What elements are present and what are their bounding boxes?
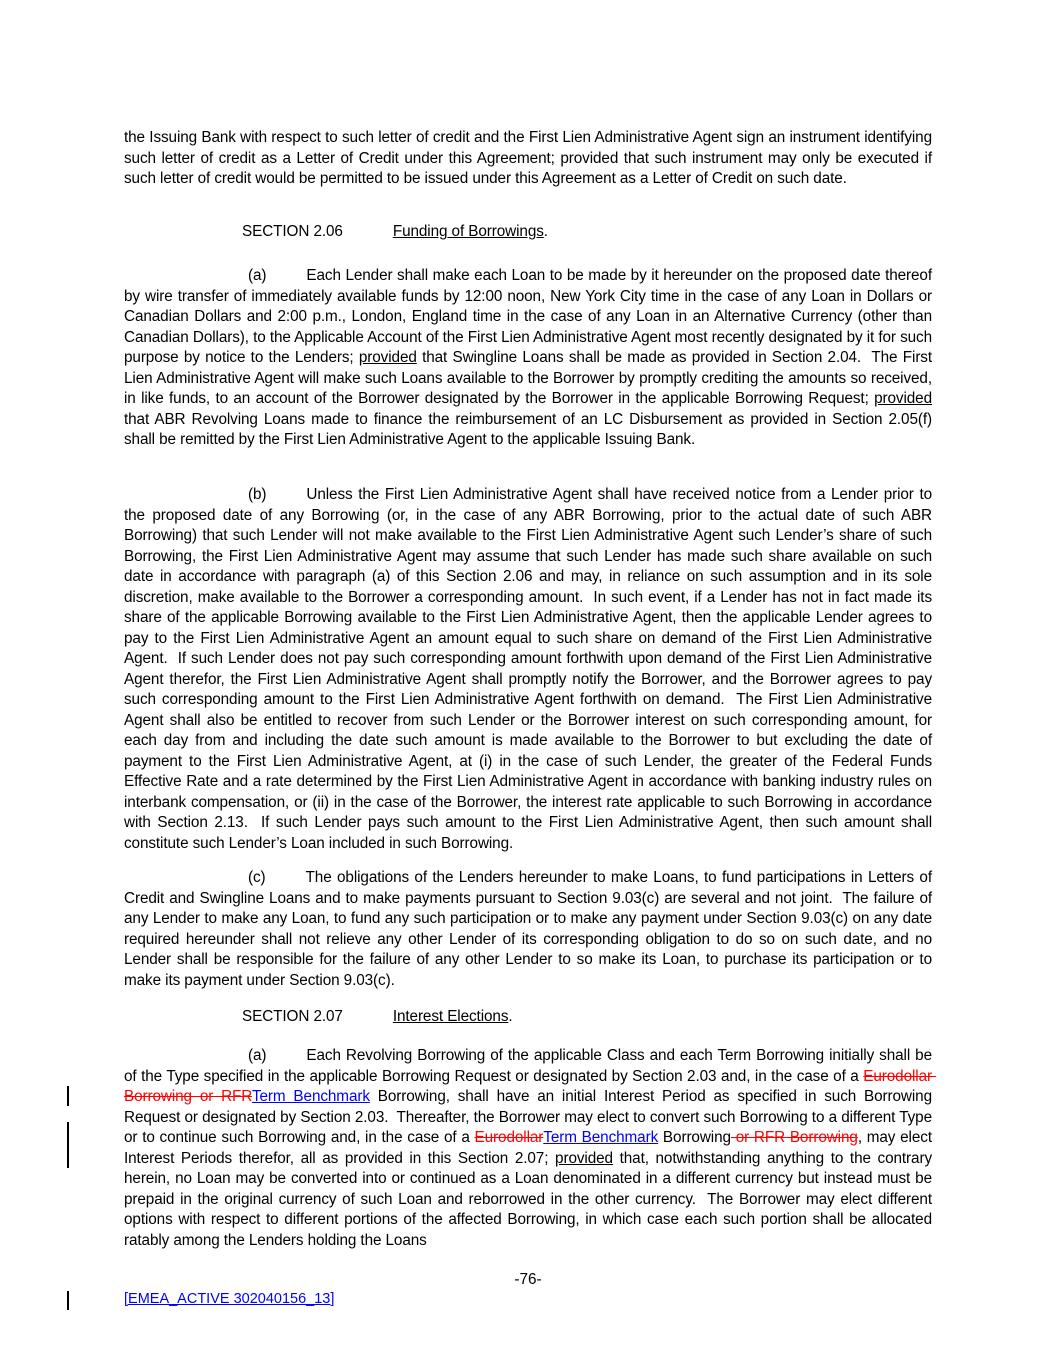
section-title: Funding of Borrowings (392, 223, 544, 240)
paragraph-text (124, 267, 936, 448)
text-run: Borrowing, shall have an initial Interest Period as specified in such Borrowing Request or designated by Section 2.03. Thereafter, the Borrower may elect to convert such Borrowing to a different Type or to continue such Borrowing and, in the case of a (124, 1088, 937, 1146)
text-run: Each Revolving Borrowing of the applicable Class and each Term Borrowing initially shall be of the Type specified in the applicable Borrowing Request or designated by Section 2.03 and, in the case of a (124, 1047, 937, 1085)
section-heading-2-07 (124, 1007, 932, 1028)
page-number: -76- (514, 1271, 542, 1288)
paragraph-text (124, 486, 936, 852)
section-number: SECTION 2.07 (242, 1008, 343, 1025)
text-run: The obligations of the Lenders hereunder to make Loans, to fund participations in Letters of Credit and Swingline Loans and to make payments pursuant to Section 9.03(c) are several and not joint. The failure of any Lender to make any Loan, to fund any such participation or to make any payment under Section 9.03(c) on any date required hereunder shall not relieve any other Lender of its corresponding obligation to do so on such date, and no Lender shall be responsible for the failure of any other Lender to so make its Loan, to purchase its participation or to make its payment under Section 9.03(c). (124, 869, 937, 989)
document-reference: [EMEA_ACTIVE 302040156_13] (124, 1291, 335, 1307)
underlined-text: provided (874, 390, 932, 407)
paragraph-text (124, 1047, 936, 1249)
section-heading-2-06 (124, 222, 932, 243)
deleted-text: or RFR Borrowing (730, 1129, 858, 1146)
paragraph-2-06-a (124, 266, 937, 451)
paragraph-2-06-b (124, 485, 937, 854)
section-title: Interest Elections (392, 1008, 509, 1025)
text-run: Borrowing (658, 1129, 731, 1146)
change-bar (67, 1291, 69, 1310)
paragraph-marker: (c) (248, 869, 266, 886)
change-bar (67, 1086, 69, 1106)
section-number: SECTION 2.06 (242, 223, 343, 240)
deleted-text: Eurodollar Borrowing or RFR (124, 1067, 937, 1105)
paragraph-2-06-c (124, 868, 937, 991)
text-run: that, notwithstanding anything to the contrary herein, no Loan may be converted into or continued as a Loan denominated in a different currency but instead must be prepaid in the original currency of such Loan and reborrowed in the other currency. The Borrower may elect different options with respect to different portions of the affected Borrowing, in which case each such portion shall be allocated ratably among the Lenders holding the Loans (124, 1149, 937, 1249)
text-run: the Issuing Bank with respect to such letter of credit and the First Lien Administrative Agent sign an instrument identifying such letter of credit as a Letter of Credit under this Agreement; provided that such instrument may only be executed if such letter of credit would be permitted to be issued under this Agreement as a Letter of Credit on such date. (124, 129, 937, 187)
text-run: Each Lender shall make each Loan to be made by it hereunder on the proposed date thereof by wire transfer of immediately available funds by 12:00 noon, New York City time in the case of any Loan in Dollars or Canadian Dollars and 2:00 p.m., London, England time in the case of any Loan in an Alternative Currency (other than Canadian Dollars), to the Applicable Account of the First Lien Administrative Agent most recently designated by it for such purpose by notice to the Lenders; (124, 267, 937, 366)
inserted-text: Term Benchmark (251, 1088, 370, 1105)
change-bar (67, 1122, 69, 1168)
deleted-text: Eurodollar (474, 1129, 544, 1146)
section-title-period: . (508, 1008, 513, 1025)
paragraph-continuation (124, 128, 937, 190)
underlined-text: provided (555, 1149, 613, 1167)
paragraph-text (124, 869, 936, 989)
inserted-text: Term Benchmark (543, 1129, 659, 1146)
section-title-period: . (543, 223, 548, 240)
text-run: that Swingline Loans shall be made as provided in Section 2.04. The First Lien Administrative Agent will make such Loans available to the Borrower by promptly crediting the amounts so received, in like funds, to an account of the Borrower designated by the Borrower in the applicable Borrowing Request; (124, 349, 937, 407)
text-run: Unless the First Lien Administrative Agent shall have received notice from a Lender prior to the proposed date of any Borrowing (or, in the case of any ABR Borrowing, prior to the actual date of such ABR Borrowing) that such Lender will not make available to the First Lien Administrative Agent such Lender’s share of such Borrowing, the First Lien Administrative Agent may assume that such Lender has made such share available on such date in accordance with paragraph (a) of this Section 2.06 and may, in reliance on such assumption and in its sole discretion, make available to the Borrower a corresponding amount. In such event, if a Lender has not in fact made its share of the applicable Borrowing available to the First Lien Administrative Agent, then the applicable Lender agrees to pay to the First Lien Administrative Agent an amount equal to such share on demand of the First Lien Administrative Agent. If such Lender does not pay such corresponding amount forthwith upon demand of the First Lien Administrative Agent therefor, the First Lien Administrative Agent shall promptly notify the Borrower, and the Borrower agrees to pay such corresponding amount to the First Lien Administrative Agent forthwith on demand. The First Lien Administrative Agent shall also be entitled to recover from such Lender or the Borrower interest on such corresponding amount, for each day from and including the date such amount is made available to the Borrower to but excluding the date of payment to the First Lien Administrative Agent, at (i) in the case of such Lender, the greater of the Federal Funds Effective Rate and a rate determined by the First Lien Administrative Agent in accordance with banking industry rules on interbank compensation, or (ii) in the case of the Borrower, the interest rate applicable to such Borrowing in accordance with Section 2.13. If such Lender pays such amount to the First Lien Administrative Agent, then such amount shall constitute such Lender’s Loan included in such Borrowing. (124, 486, 937, 852)
text-run: that ABR Revolving Loans made to finance the reimbursement of an LC Disbursement as provided in Section 2.05(f) shall be remitted by the First Lien Administrative Agent to the applicable Issuing Bank. (124, 390, 937, 448)
text-run: , may elect Interest Periods therefor, all as provided in this Section 2.07; (124, 1129, 937, 1167)
underlined-text: provided (358, 349, 417, 366)
paragraph-marker: (a) (248, 267, 267, 284)
paragraph-2-07-a (124, 1046, 937, 1251)
paragraph-marker: (b) (248, 486, 267, 503)
paragraph-marker: (a) (248, 1047, 267, 1064)
